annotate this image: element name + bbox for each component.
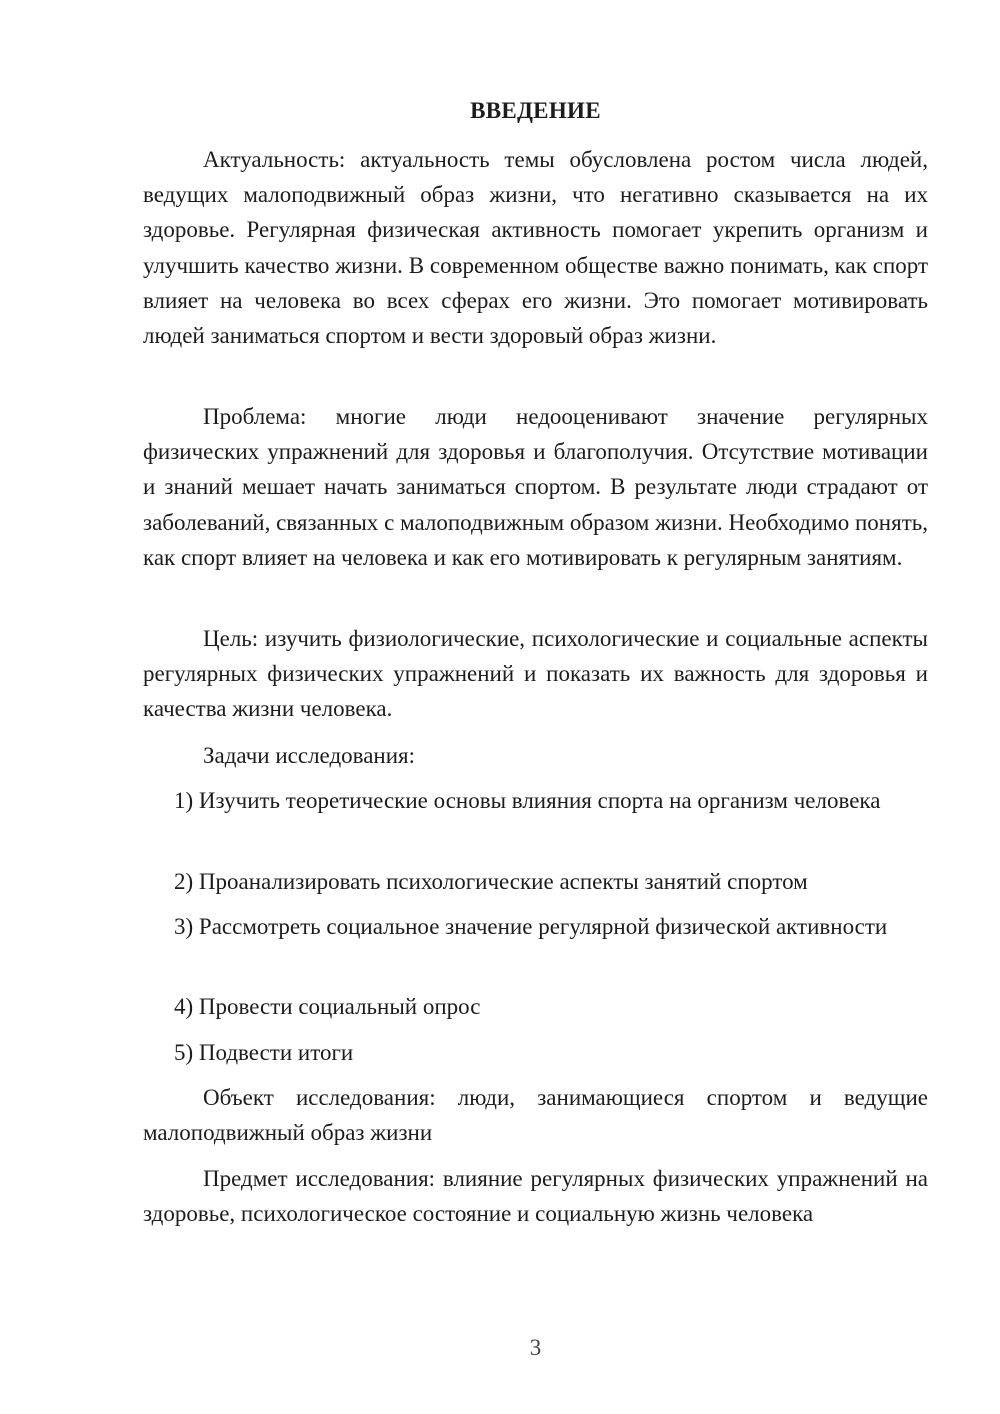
goal-paragraph: Цель: изучить физиологические, психологические и социальные аспекты регулярных физических упражнений и показать их важность для здоровья и качества жизни человека.: [143, 626, 928, 722]
problem-paragraph: Проблема: многие люди недооценивают значение регулярных физических упражнений для здоровья и благополучия. Отсутствие мотивации и знаний мешает начать заниматься спортом. В результате люди страдают от заболеваний, связанных с малоподвижным образом жизни. Необходимо понять, как спорт влияет на человека и как его мотивировать к регулярным занятиям.: [143, 404, 928, 570]
task-item-5: 5) Подвести итоги: [174, 1040, 354, 1065]
tasks-heading: Задачи исследования:: [203, 743, 416, 768]
subject-paragraph: Предмет исследования: влияние регулярных физических упражнений на здоровье, психологическое состояние и социальную жизнь человека: [143, 1166, 928, 1227]
task-item-4: 4) Провести социальный опрос: [174, 994, 481, 1019]
page-title: ВВЕДЕНИЕ: [470, 98, 601, 123]
object-paragraph: Объект исследования: люди, занимающиеся спортом и ведущие малоподвижный образ жизни: [143, 1085, 928, 1146]
page-number: 3: [529, 1335, 542, 1360]
task-item-2: 2) Проанализировать психологические аспекты занятий спортом: [174, 869, 808, 894]
task-item-3: 3) Рассмотреть социальное значение регулярной физической активности: [174, 914, 888, 939]
task-item-1: 1) Изучить теоретические основы влияния спорта на организм человека: [174, 788, 881, 813]
relevance-paragraph: Актуальность: актуальность темы обусловлена ростом числа людей, ведущих малоподвижный образ жизни, что негативно сказывается на их здоровье. Регулярная физическая активность помогает укрепить организм и улучшить качество жизни. В современном обществе важно понимать, как спорт влияет на человека во всех сферах его жизни. Это помогает мотивировать людей заниматься спортом и вести здоровый образ жизни.: [143, 147, 928, 349]
